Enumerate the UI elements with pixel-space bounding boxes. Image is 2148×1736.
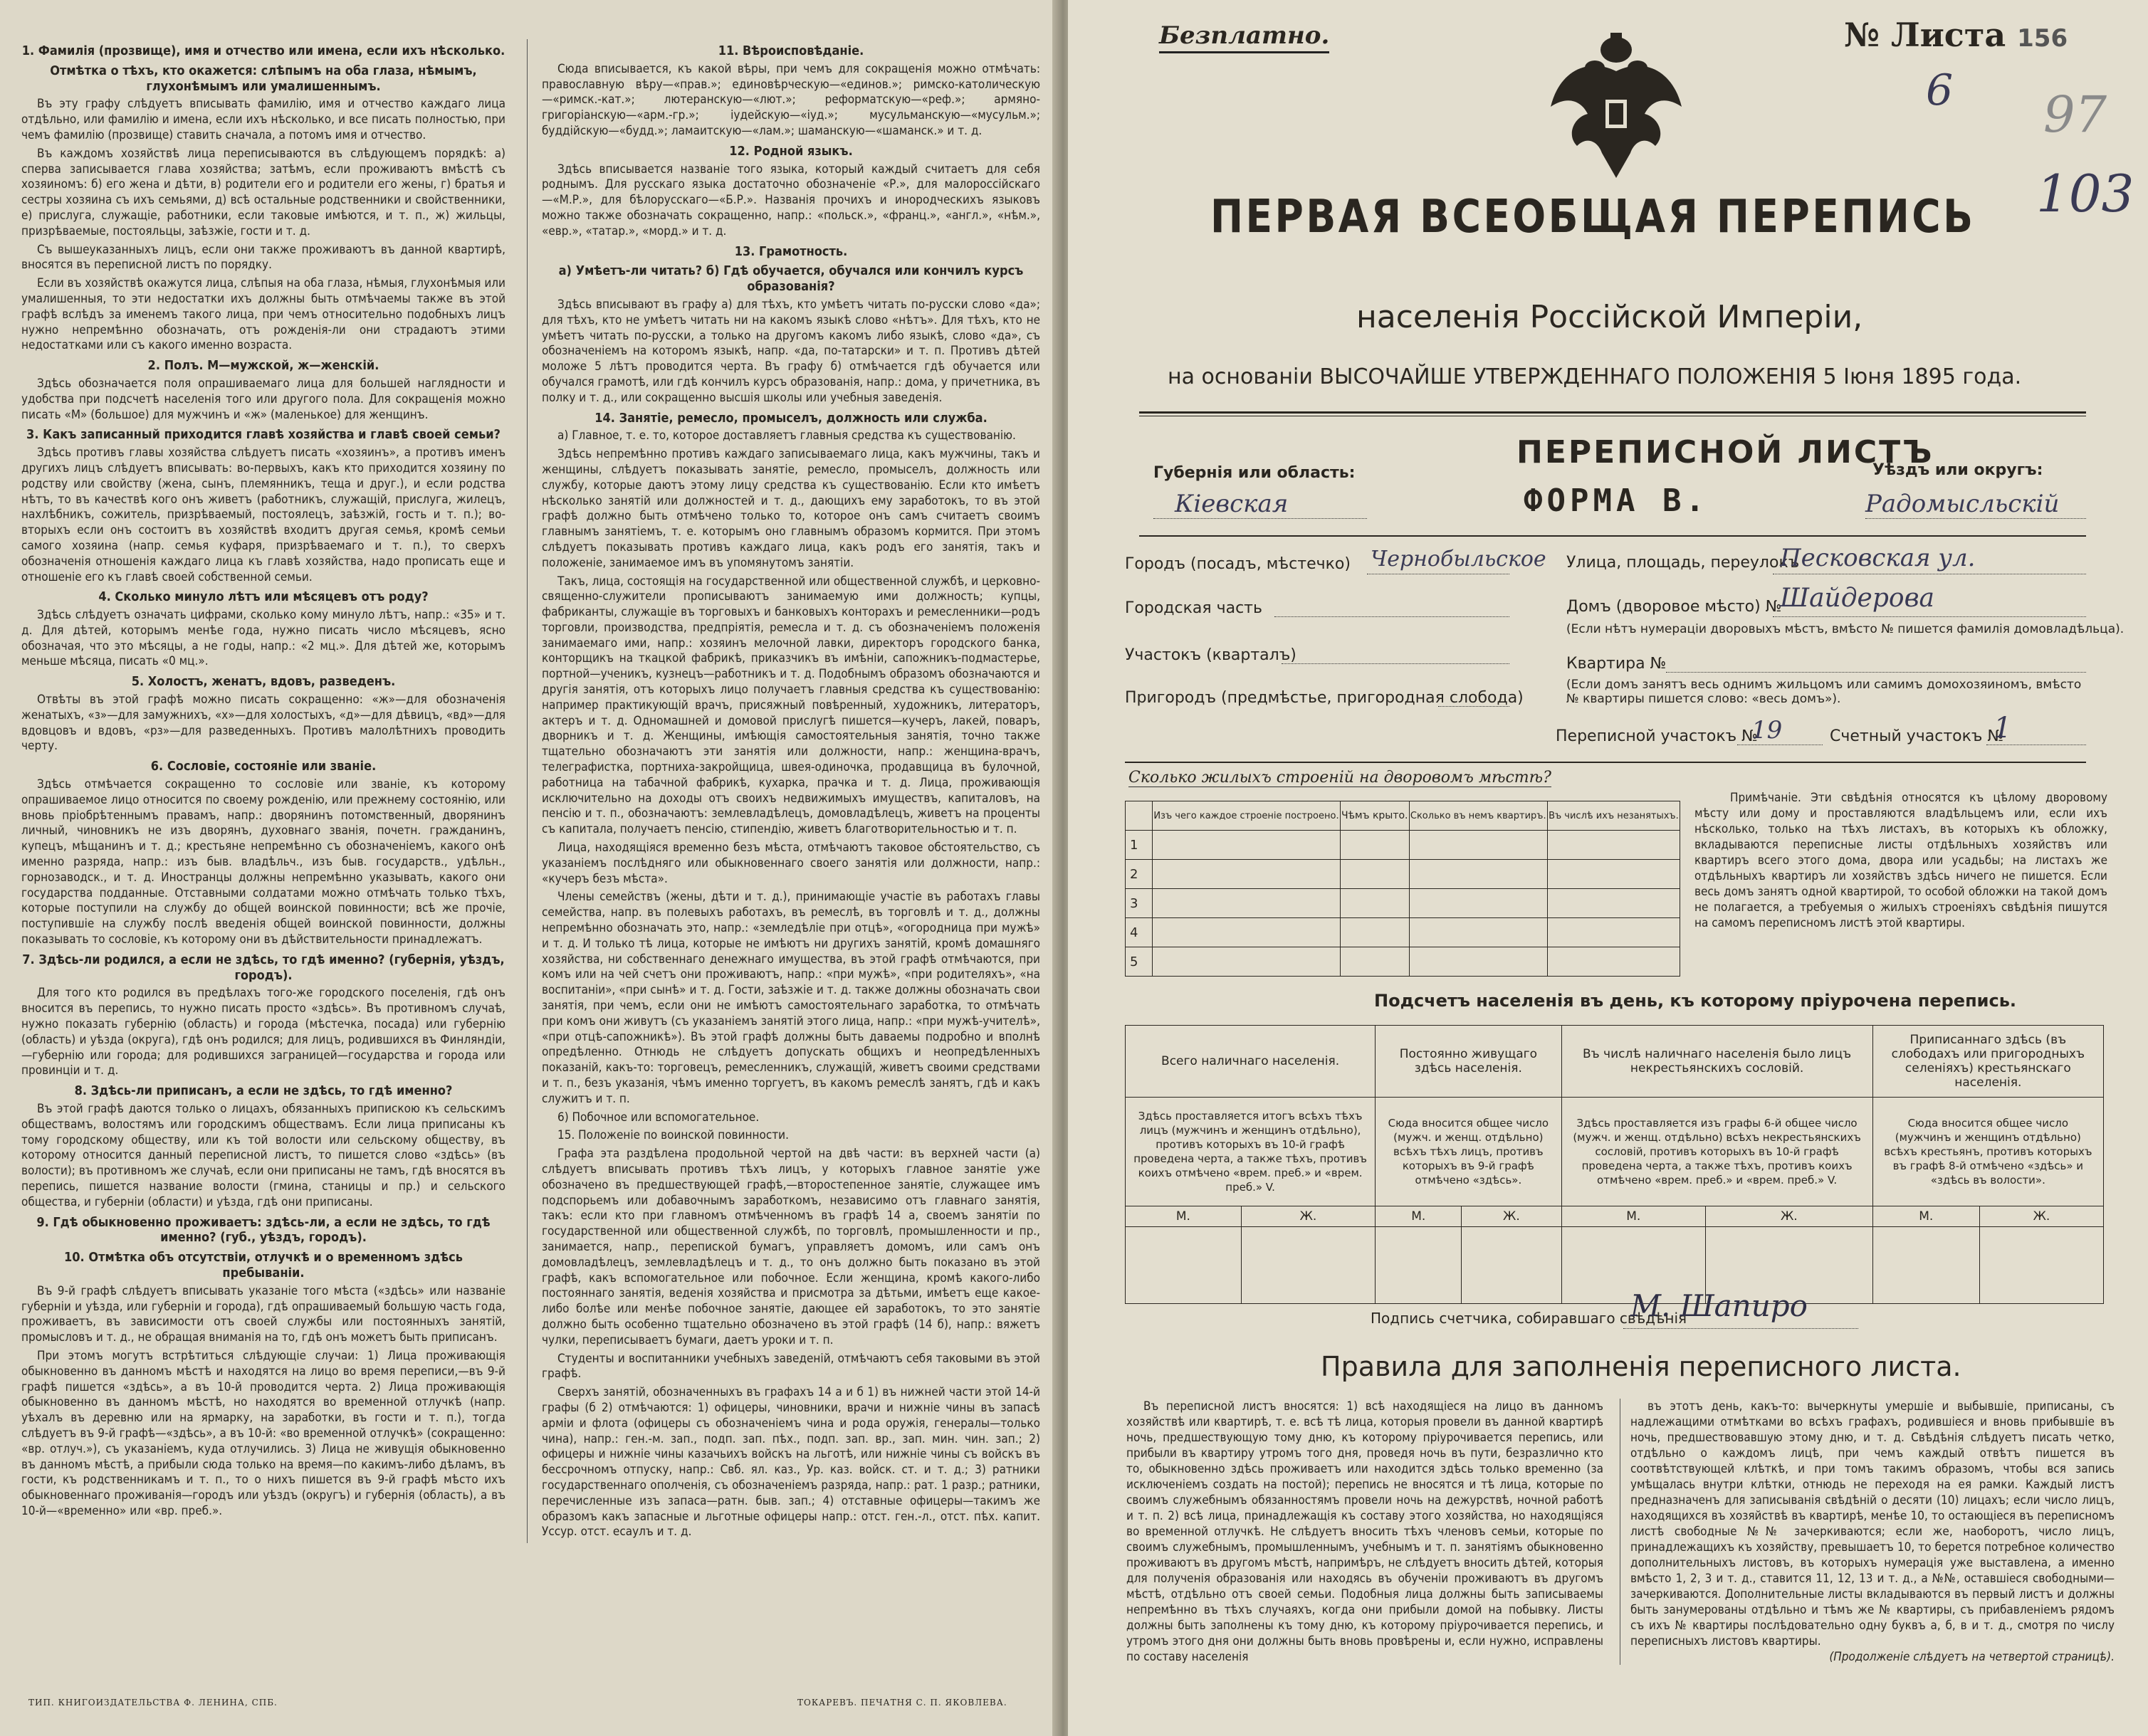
sheet-number-label: № Листа [1844, 16, 2006, 54]
section-heading: 3. Какъ записанный приходится главѣ хозяйства и главѣ своей семьи? [26, 427, 501, 443]
section-paragraph: Сверхъ занятій, обозначенныхъ въ графахъ 14 а и б 1) въ нижней части этой 14-й графы (б 2) отмѣчаются: 1) офицеры, чиновники, врачи и нижніе чины въ запасѣ арміи и флота (офицеры съ обозначеніемъ чина и рода оружія, генералы—только чина), напр.: ген.-м. зап., подп. зап. пѣх., подп. зап. вр., зап. мин. чин. зап.; 2) офицеры и нижніе чины казачьихъ войскъ на льготѣ, или нижніе чины съ войскъ въ бессрочномъ отпуску, напр.: Свб. ял. каз., Ур. каз. войск. ст. и т. д.; 3) ратники государственнаго ополченія, съ обозначеніемъ разряда, напр.: рат. 1 разр.; ратники, перечисленные изъ запаса—ратн. быв. зап.; 4) отставные офицеры—такимъ же образомъ какъ запасные и льготные офицеры напр.: отст. ген.-л., отст. пѣх. капит. Уссур. отст. есаулъ и т. д. [542, 1385, 1040, 1540]
apartment-note: (Если домъ занятъ весь однимъ жильцомъ или самимъ домохозяиномъ, вмѣсто № квартиры пишется слово: «весь домъ»). [1566, 678, 2082, 706]
district-label: Участокъ (кварталъ) [1125, 646, 1296, 664]
gubernia-line [1153, 518, 1367, 519]
count-values-row [1126, 1227, 2104, 1304]
section-heading: 5. Холостъ, женатъ, вдовъ, разведенъ. [131, 674, 396, 690]
house-note: (Если нѣтъ нумераціи дворовыхъ мѣстъ, вмѣсто № пишется фамилія домовладѣльца). [1566, 622, 2125, 636]
street-value[interactable]: Песковская ул. [1780, 544, 1976, 572]
section-paragraph: Такъ, лица, состоящія на государственной или общественной службѣ, и церковно-священно-служители прописываютъ занимаемую ими должность; купцы, фабриканты, служащіе въ торговыхъ и банковыхъ конторахъ и ремесленники—родъ торговли, производства, предпріятія, ремесла и т. д. съ обозначеніемъ положенія занимаемаго ими, напр.: хозяинъ мелочной лавки, директоръ городского банка, конторщикъ на ткацкой фабрикѣ, приказчикъ въ имѣніи, сапожникъ-подмастерье, портной—ученикъ, кузнецъ—работникъ и т. д. Подобнымъ образомъ обозначаются и другія занятія, отъ которыхъ лицо получаетъ главныя средства къ существованію: например практикующій врачъ, присяжный повѣренный, художникъ, литераторъ, актеръ и т. д. Одномашней и домовой прислугѣ пишется—кучеръ, лакей, поваръ, дворникъ и т. д. Женщины, имѣющія самостоятельныя занятія, точно также тщательно обозначаютъ эти занятія или должности, напр.: женщина-врачъ, телеграфистка, портниха-закройщица, швея-одиночка, продавщица въ булочной, работница на табачной фабрикѣ, кухарка, прачка и т. д. Лица, проживающія исключительно на доходы отъ своихъ недвижимыхъ имуществъ, капиталовъ, на пенсію и т. п., обозначаютъ: землевладѣлецъ, домовладѣлецъ, живетъ на проценты съ капитала, получаетъ пенсію, стипендію, живетъ благотворительностью и т. п. [542, 574, 1040, 837]
population-count-table [1125, 1025, 2104, 1304]
section-heading: Отмѣтка о тѣхъ, кто окажется: слѣпымъ на оба глаза, нѣмымъ, глухонѣмымъ или умалишеннымъ. [50, 63, 477, 94]
buildings-question: Сколько жилыхъ строеній на дворовомъ мѣстѣ? [1128, 769, 1551, 787]
section-paragraph: 15. Положеніе по воинской повинности. [557, 1128, 789, 1143]
rules-title: Правила для заполненія переписного листа. [1321, 1351, 1961, 1382]
census-district-value[interactable]: 19 [1751, 716, 1783, 745]
form-title: ФОРМА В. [1524, 483, 1709, 519]
section-heading: 8. Здѣсь-ли приписанъ, а если не здѣсь, то гдѣ именно? [74, 1083, 453, 1099]
section-paragraph: Здѣсь слѣдуетъ означать цифрами, сколько кому минуло лѣтъ, напр.: «35» и т. д. Для дѣтей, которымъ менѣе года, нужно писать число мѣсяцевъ, ясно обозначая, что это мѣсяцы, а не годы, напр.: «2 мц.». Для дѣтей же, которымъ меньше мѣсяца, писать «0 мц.». [21, 608, 505, 669]
section-paragraph: Сюда вписывается, къ какой вѣры, при чемъ для сокращенія можно отмѣчать: православную вѣру—«прав.»; единовѣрческую—«единов.»; римско-католическую—«римск.-кат.»; лютеранскую—«лют.»; реформатскую—«реф.»; армяно-григоріанскую—«арм.-гр.»; іудейскую—«іуд.»; мусульманскую—«мусульм.»; буддійскую—«будд.»; ламаитскую—«лам.»; шаманскую—«шаманск.» и т. д. [542, 61, 1040, 138]
suburb-label: Пригородъ (предмѣстье, пригородная слобода) [1125, 689, 1524, 707]
gubernia-label: Губернія или область: [1153, 464, 1356, 482]
buildings-row: 4 [1126, 918, 1680, 947]
buildings-col-vacant: Въ числѣ ихъ незанятыхъ. [1547, 801, 1680, 831]
left-page [0, 0, 1057, 1736]
section-paragraph: а) Главное, т. е. то, которое доставляетъ главныя средства къ существованію. [557, 428, 1016, 443]
buildings-row: 5 [1126, 947, 1680, 977]
city-value[interactable]: Чернобыльское [1371, 547, 1546, 572]
section-paragraph: Если въ хозяйствѣ окажутся лица, слѣпыя на оба глаза, нѣмыя, глухонѣмыя или умалишенныя, то эти недостатки ихъ должны быть отмѣчаемы также въ этой графѣ вслѣдъ за именемъ такого лица, при чемъ относительно подобныхъ лицъ нужно непремѣнно обозначать, отъ рожденія-ли они страдаютъ этими недостатками или съ какого именно возраста. [21, 276, 505, 353]
buildings-row: 1 [1126, 831, 1680, 860]
left-column-2 [527, 39, 1040, 1543]
buildings-col-apartments: Сколько въ немъ квартиръ. [1409, 801, 1547, 831]
buildings-rule [1125, 762, 2086, 763]
gubernia-value[interactable]: Кіевская [1175, 490, 1289, 518]
section-paragraph: Въ 9-й графѣ слѣдуетъ вписывать указаніе того мѣста («здѣсь» или названіе губерніи и уѣзда, или губерніи и города), гдѣ опрашиваемый большую часть года, проживаетъ, въ зависимости отъ своей службы или постоянныхъ занятій, промысловъ и т. д., не обращая вниманія на то, гдѣ онъ можетъ быть приписанъ. [21, 1283, 505, 1345]
section-paragraph: Съ вышеуказанныхъ лицъ, если они также проживаютъ въ данной квартирѣ, вносятся въ переписной листъ по порядку. [21, 242, 505, 273]
section-heading: 6. Сословіе, состояніе или званіе. [150, 759, 377, 774]
rules-text-1: Въ переписной листъ вносятся: 1) всѣ находящіеся на лицо въ данномъ хозяйствѣ или квартирѣ, т. е. всѣ тѣ лица, которыя провели въ данной квартирѣ ночь, предшествующую тому дню, къ которому пріурочивается перепись, или прибыли въ квартиру утромъ того дня, проведя ночь въ пути, безразлично кто то, обыкновенно здѣсь проживаетъ или находится здѣсь только временно (за исключеніемъ создать на постой); перепись не вносятся и тѣ лица, которые по своимъ служебнымъ обязанностямъ провели ночь на дежурствѣ, ночной работѣ и т. п. 2) всѣ лица, принадлежащія къ составу этого хозяйства, но находящіяся во временной отлучкѣ. Не слѣдуетъ вносить тѣхъ членовъ семьи, которые по своимъ служебнымъ, промышленнымъ, учебнымъ и т. п. занятіямъ обыкновенно проживаютъ въ другомъ мѣстѣ, напримѣръ, не слѣдуетъ вносить дѣтей, которыя для полученія образованія или находясь въ обученіи проживаютъ въ другомъ мѣстѣ, отдѣльно отъ своей семьи. Подобныя лица должны быть записываемы непремѣнно въ тѣхъ случаяхъ, когда они прибыли домой на побывку. Листы должны быть заполнены къ тому дню, къ которому пріурочивается перепись, и утромъ этого дня они должны быть вновь провѣрены и, если нужно, исправлены по составу населенія [1126, 1399, 1603, 1664]
suburb-line [1438, 706, 1509, 707]
section-paragraph: Здѣсь отмѣчается сокращенно то сословіе или званіе, къ которому опрашиваемое лицо относится по своему рожденію, или прежнему состоянію, или вновь пріобрѣтеннымъ правамъ, напр.: дворянинъ потомственный, дворянинъ личный, чиновникъ не изъ дворянъ, духовнаго званія, почетн. гражданинъ, купецъ, мѣщанинъ и т. д.; крестьяне непремѣнно съ обозначеніемъ, какого онѣ именно разряда, напр.: изъ быв. владѣльч., изъ быв. государств., удѣльн., горнозаводск., и т. д. Иностранцы должны непремѣнно указывать, какого они государства подданные. Отставными солдатами можно отмѣчать только тѣхъ, которые поступили на службу до общей воинской повинности; всѣ же прочіе, поступившіе на службу послѣ введенія общей воинской повинности, должны показывать то сословіе, къ которому они въ дѣйствительности принадлежатъ. [21, 777, 505, 947]
section-paragraph: При этомъ могутъ встрѣтиться слѣдующіе случаи: 1) Лица проживающія обыкновенно въ данномъ мѣстѣ и находятся на лицо во время переписи,—въ 9-й графѣ пишется «здѣсь», а въ 10-й проводится черта. 2) Лица проживающія обыкновенно въ данномъ мѣстѣ, но находятся во временной отлучкѣ (напр. уѣхалъ въ деревню или на ярмарку, на заработки, въ гости и т. п.), тогда слѣдуетъ въ 9-й графѣ—«здѣсь», а въ 10-й: «во временной отлучкѣ» (сокращенно: «вр. отлуч.»), съ указаніемъ, куда отлучились. 3) Лица не живущія обыкновенно въ данномъ мѣстѣ, а прибыли сюда только на время—по какимъ-либо дѣламъ, въ гости, къ родственникамъ и т. п., то о нихъ пишется въ 9-й графѣ мѣсто ихъ обыкновеннаго проживанія—городъ или уѣздъ (округъ) и губернія (область), а въ 10-й—«временно» или «вр. преб.». [21, 1348, 505, 1518]
uezd-value[interactable]: Радомысльскій [1865, 490, 2060, 518]
apartment-label: Квартира № [1566, 655, 1667, 673]
census-decree: на основаніи ВЫСОЧАЙШЕ УТВЕРЖДЕННАГО ПОЛОЖЕНІЯ 5 Іюня 1895 года. [1168, 364, 2022, 389]
house-value[interactable]: Шайдерова [1780, 584, 1934, 613]
section-heading: 2. Полъ. М—мужской, ж—женскій. [147, 358, 379, 374]
sheet-number [1844, 16, 2068, 54]
count-col-non-peasant: Въ числѣ наличнаго населенія было лицъ некрестьянскихъ сословій. [1561, 1026, 1872, 1098]
sheet-number-value: 156 [2017, 24, 2068, 53]
rules-column-2 [1620, 1399, 2115, 1665]
buildings-table [1125, 801, 1680, 977]
section-paragraph: Графа эта раздѣлена продольной чертой на двѣ части: въ верхней части (а) слѣдуетъ вписывать противъ тѣхъ лицъ, у которыхъ главное занятіе уже обозначено въ предшествующей графѣ,—второстепенное занятіе, служащее имъ подспорьемъ или добавочнымъ заработкомъ, независимо отъ главнаго занятія, такъ: если кто при главномъ отмѣченномъ въ графѣ 14 а, своемъ занятіи по государственной или общественной службѣ, по торговлѣ, промышленности и пр., занимается, напр., перепиской бумагъ, управляетъ домомъ, или самъ онъ домовладѣлецъ, землевладѣлецъ и т. д., то онъ должно быть показано въ этой графѣ, какъ вспомогательное или побочное. Если женщина, кромѣ какого-либо постояннаго занятія, веденія хозяйства и присмотра за дѣтьми, имѣетъ еще какое-либо болѣе или менѣе побочное занятіе, дающее ей заработокъ, то это занятіе должно быть особенно тщательно обозначено въ этой графѣ (14 б), напр.: вяжетъ чулки, переписываетъ бумаги, даетъ уроки и т. п. [542, 1147, 1040, 1347]
section-paragraph: Въ каждомъ хозяйствѣ лица переписываются въ слѣдующемъ порядкѣ: а) сперва записывается глава хозяйства; затѣмъ, если проживаютъ вмѣстѣ съ хозяиномъ: б) его жена и дѣти, в) родители его и родители его жены, г) братья и сестры хозяина съ ихъ семьями, д) всѣ остальные родственники и свойственники, е) прислуга, служащіе, работники, если таковые имѣются, и т. п., ж) жильцы, призрѣваемые, постояльцы, заѣзжіе, гости и т. д. [21, 146, 505, 238]
section-heading: 7. Здѣсь-ли родился, а если не здѣсь, то гдѣ именно? (губернія, уѣздъ, городъ). [22, 952, 505, 983]
buildings-note: Примѣчаніе. Эти свѣдѣнія относятся къ цѣлому дворовому мѣсту или дому и проставляются владѣльцемъ или, если ихъ нѣсколько, только на тѣхъ листахъ, въ которыхъ къ обложку, вкладываются переписные листы отдѣльныхъ хозяйствъ или квартиръ всего этого дома, двора или усадьбы; на листахъ же отдѣльныхъ квартиръ ли хозяйствъ здѣсь ничего не пишется. Если весь домъ занятъ одной квартирой, то особой обложки на такой домъ не полагается, а требуемыя о жилыхъ строеніяхъ свѣдѣнія пишутся на самомъ переписномъ листѣ этой квартиры. [1694, 791, 2107, 930]
section-paragraph: Здѣсь противъ главы хозяйства слѣдуетъ писать «хозяинъ», а противъ именъ другихъ лицъ слѣдуетъ вписывать: во-первыхъ, какъ кто приходится хозяину по родству или свойству (жена, сынъ, племянникъ, теща и друг.), и если родства нѣтъ, то въ качествѣ кого онъ живетъ (работникъ, служащій, прислуга, жилецъ, нахлѣбникъ, сожитель, призрѣваемый, постоялецъ, заѣзжій, гость и т. п.); во-вторыхъ если онъ состоитъ въ хозяйствѣ входитъ другая семья, кромѣ семьи самого хозяина (напр. семья куфаря, призрѣваемаго и т. п.), то сверхъ обозначенія отношенія каждаго лица къ главѣ хозяйства, надо прописать еще и отношеніе его къ главѣ своей собственной семьи. [21, 446, 505, 584]
district-line [1282, 663, 1509, 664]
count-col-peasant: Приписаннаго здѣсь (въ слободахъ или пригородныхъ селеніяхъ) крестьянскаго населенія. [1872, 1026, 2103, 1098]
count-sex-row: М. Ж. М. Ж. М. Ж. М. Ж. [1126, 1206, 2104, 1227]
section-heading: 11. Вѣроисповѣданіе. [718, 43, 864, 58]
handwritten-mark-1: 6 [1926, 65, 1954, 115]
section-heading: 13. Грамотность. [734, 243, 848, 259]
count-header-row [1126, 1026, 2104, 1098]
buildings-row: 3 [1126, 889, 1680, 918]
rules-text-2: въ этотъ день, какъ-то: вычеркнуты умершіе и выбывшіе, приписаны, съ надлежащими отмѣтками во всѣхъ графахъ, родившіеся и вновь прибывшіе въ ночь, предшествовавшую этому дню, и т. д. Свѣдѣнія слѣдуетъ писать четко, отдѣльно о каждомъ лицѣ, при чемъ каждый отвѣтъ пишется въ соотвѣтствующей клѣткѣ, и при томъ такимъ образомъ, чтобы вся запись умѣщалась внутри клѣтки, отнюдь не переходя на ея рамки. Каждый листъ предназначенъ для записыванія свѣдѣній о десяти (10) лицахъ; если число лицъ, находящихся въ хозяйствѣ въ квартирѣ, менѣе 10, то остающіеся въ переписномъ листѣ свободные №№ зачеркиваются; если же, наоборотъ, число лицъ, принадлежащихъ къ хозяйству, превышаетъ 10, то берется потребное количество дополнительныхъ листовъ, въ которыхъ нумерація уже выставлена, а именно вмѣсто 1, 2, 3 и т. д., ставится 11, 12, 13 и т. д., а №№, оставшіеся свободными—зачеркиваются. Дополнительные листы вкладываются въ первый листъ и должны быть занумерованы отдѣльно и тѣмъ же № квартиры, съ прибавленіемъ рядомъ съ ихъ № квартиры послѣдовательно одну буквъ а, б, в и т. д., смотря по числу переписныхъ листовъ квартиры. [1630, 1399, 2115, 1648]
address-rule [1139, 535, 2086, 537]
count-district-value[interactable]: 1 [1994, 712, 2012, 745]
buildings-col-material: Изъ чего каждое строеніе построено. [1153, 801, 1341, 831]
house-line [1773, 616, 2086, 617]
section-paragraph: Здѣсь вписывают въ графу а) для тѣхъ, кто умѣетъ читать по-русски слово «да»; для тѣхъ, кто не умѣетъ читать ни на какомъ языкѣ слово «нѣтъ». Для тѣхъ, кто не умѣетъ читать по-русски, а только на другомъ какомъ либо языкѣ, слово «да», съ обозначеніемъ на которомъ языкѣ, напр. «да, по-татарски» и т. п. Противъ дѣтей моложе 5 лѣтъ проводится черта. Въ графу б) отмѣчается гдѣ обучается или обучался грамотѣ, или гдѣ кончилъ курсъ образованія, напр.: дома, у причетника, въ полку и т. д., или сокращенно высшія школы или учебныя заведенія. [542, 297, 1040, 405]
count-title: Подсчетъ населенія въ день, къ которому пріурочена перепись. [1374, 991, 2016, 1011]
census-title: ПЕРВАЯ ВСЕОБЩАЯ ПЕРЕПИСЬ [1210, 191, 1976, 243]
section-paragraph: Лица, находящіяся временно безъ мѣста, отмѣчаютъ таковое обстоятельство, съ указаніемъ послѣдняго или обыкновеннаго своего занятія или должности, напр.: «кучеръ безъ мѣста». [542, 841, 1040, 886]
printer-footer-right: ТОКАРЕВЪ. ПЕЧАТНЯ С. П. ЯКОВЛЕВА. [797, 1698, 1007, 1708]
city-label: Городъ (посадъ, мѣстечко) [1125, 555, 1351, 573]
section-paragraph: Здѣсь вписывается названіе того языка, который каждый считаетъ для себя роднымъ. Для русскаго языка достаточно обозначеніе «Р.», для малороссійскаго—«М.Р.», для бѣлорусскаго—«Б.Р.». Названія прочихъ и инородческихъ языковъ можно также обозначать сокращенно, напр.: «польск.», «франц.», «англ.», «нѣм.», «евр.», «татар.», «морд.» и т. д. [542, 162, 1040, 238]
section-paragraph: Въ этой графѣ даются только о лицахъ, обязанныхъ припискою къ сельскимъ обществамъ, волостямъ или городскимъ обществамъ. Если лица приписаны къ тому городскому обществу, или къ той волости или сельскому обществу, въ которому относится данный переписной листъ, то пишется слово «здѣсь» (въ волости); въ противномъ же случаѣ, если они приписаны не тамъ, гдѣ вносятся въ перепись, пишется название волости (гмина, станицы и пр.) и сельского общества, и губерніи (области) и уѣзда, гдѣ они приписаны. [21, 1102, 505, 1209]
imperial-eagle-emblem [1545, 28, 1687, 185]
section-heading: 4. Сколько минуло лѣтъ или мѣсяцевъ отъ роду? [98, 589, 429, 605]
uezd-line [1865, 518, 2086, 519]
street-label: Улица, площадь, переулокъ [1566, 554, 1800, 572]
count-district-label: Счетный участокъ № [1830, 727, 2004, 745]
section-heading: а) Умѣетъ-ли читать? б) Гдѣ обучается, обучался или кончилъ курсъ образованія? [558, 263, 1024, 295]
rules-continued: (Продолженіе слѣдуетъ на четвертой страницѣ). [1829, 1650, 2115, 1664]
section-heading: 10. Отмѣтка объ отсутствіи, отлучкѣ и о временномъ здѣсь пребываніи. [64, 1250, 463, 1280]
buildings-row: 2 [1126, 860, 1680, 889]
section-paragraph: Для того кто родился въ предѣлахъ того-же городского поселенія, гдѣ онъ вносится въ перепись, то нужно писать просто «здѣсь». Въ противномъ случаѣ, нужно показать губернію (область) и города (мѣстечка, посада) или губернію (область) и уѣзда (округа), гдѣ онъ родился; для лицъ, родившихся въ Финляндіи,—губернію или города; для родившихся заграницей—государства и города или провинціи и т. д. [21, 986, 505, 1078]
section-heading: 14. Занятіе, ремесло, промыселъ, должность или служба. [594, 410, 987, 426]
section-paragraph: Отвѣты въ этой графѣ можно писать сокращенно: «ж»—для обозначенія женатыхъ, «з»—для замужнихъ, «х»—для холостыхъ, «д»—для дѣвицъ, «вд»—для вдовцовъ и вдовъ, «рз»—для разведенныхъ. Противъ малолѣтнихъ проводить черту. [21, 693, 505, 754]
section-paragraph: Члены семействъ (жены, дѣти и т. д.), принимающіе участіе въ работахъ главы семейства, напр. въ полевыхъ работахъ, въ ремеслѣ, въ торговлѣ и т. д., должны непремѣнно обозначать это, напр.: «земледѣліе при отцѣ», «огородница при мужѣ» и т. д. И только тѣ лица, которые не имѣютъ ни другихъ занятій, кромѣ домашняго хозяйства, ни собственнаго денежнаго имущества, въ этой графѣ отмѣчаются, при комъ или на чей счетъ они проживаютъ, напр.: «при мужѣ», «при родителяхъ», «на воспитаніи», «при сынѣ» и т. д. Гости, заѣзжіе и т. д. также должны обозначать свои занятія, при чемъ, если они не имѣютъ самостоятельнаго заработка, то отмѣчать при комъ они живутъ (съ указаніемъ занятій этого лица, напр.: «при мужѣ-учителѣ», «при отцѣ-сапожникѣ»). Въ этой графѣ должны быть даваемы подробно и вполнѣ опредѣленно. Отнюдь не слѣдуетъ допускать общихъ и неопредѣленныхъ показаній, какъ-то: торговецъ, ремесленникъ, служащій, живетъ своими средствами и т. п., безъ указанія, чѣмъ именно торгуетъ, въ какомъ ремеслѣ занятъ, гдѣ и какъ служитъ и т. п. [542, 890, 1040, 1106]
sheet-title: ПЕРЕПИСНОЙ ЛИСТЪ [1516, 434, 1934, 470]
printer-footer-left: ТИП. КНИГОИЗДАТЕЛЬСТВА Ф. ЛЕНИНА, СПБ. [28, 1698, 278, 1708]
count-desc-row: Здѣсь проставляется итогъ всѣхъ тѣхъ лицъ (мужчинъ и женщинъ отдѣльно), противъ которыхъ въ 10-й графѣ проведена черта, а также тѣхъ, противъ коихъ отмѣчено «врем. преб.» и «врем. преб.» V. Сюда вносится общее число (мужч. и женщ. отдѣльно) всѣхъ тѣхъ лицъ, противъ которыхъ въ 9-й графѣ отмѣчено «здѣсь». Здѣсь проставляется изъ графы 6-й общее число (мужч. и женщ. отдѣльно) всѣхъ некрестьянскихъ сословій, противъ которыхъ въ 10-й графѣ проведена черта, а также тѣхъ, противъ коихъ отмѣчено «врем. преб.» и «врем. преб.» V. Сюда вносится общее число (мужчинъ и женщинъ отдѣльно) всѣхъ крестьянъ, противъ которыхъ въ графѣ 8-й отмѣчено «здѣсь» и «здѣсь въ волости». [1126, 1098, 2104, 1206]
rules-column-1 [1126, 1399, 1603, 1665]
section-paragraph: Студенты и воспитанники учебныхъ заведеній, отмѣчаютъ себя таковыми въ этой графѣ. [542, 1351, 1040, 1382]
handwritten-mark-2: 103 [2036, 164, 2134, 223]
section-heading: 9. Гдѣ обыкновенно проживаетъ: здѣсь-ли, а если не здѣсь, то гдѣ именно? (губ., уѣздъ, городъ). [36, 1214, 491, 1246]
free-label: Безплатно. [1159, 21, 1329, 53]
section-paragraph: 6) Побочное или вспомогательное. [557, 1110, 760, 1125]
section-paragraph: Здѣсь непремѣнно противъ каждаго записываемаго лица, какъ мужчины, такъ и женщины, слѣдуетъ показывать занятіе, ремесло, промыселъ, должность или службу, которые даютъ этому лицу средства къ существованію. Если кто имѣетъ нѣсколько занятій или должностей и т. д., дающихъ ему заработокъ, то въ этой графѣ должно быть отмѣчено только то, которое онъ самъ считаетъ своимъ главнымъ занятіемъ, т. е. которымъ оно главнымъ образомъ кормится. При этомъ слѣдуетъ показывать противъ каждаго лица, какъ родъ его занятія, такъ и положеніе, занимаемое имъ въ упомянутомъ занятіи. [542, 447, 1040, 570]
buildings-header-row [1126, 801, 1680, 831]
city-part-line [1274, 616, 1509, 617]
house-label: Домъ (дворовое мѣсто) № [1566, 598, 1782, 616]
left-column-1 [21, 39, 505, 1522]
section-heading: 1. Фамилія (прозвище), имя и отчество или имена, если ихъ нѣсколько. [21, 43, 505, 58]
top-rule [1139, 411, 2086, 414]
count-col-resident: Постоянно живущаго здѣсь населенія. [1376, 1026, 1561, 1098]
uezd-label: Уѣздъ или округъ: [1872, 461, 2043, 479]
section-heading: 12. Родной языкъ. [729, 143, 853, 159]
signature-value[interactable]: М. Шапиро [1630, 1288, 1808, 1323]
count-col-present: Всего наличнаго населенія. [1126, 1026, 1376, 1098]
buildings-col-roof: Чѣмъ крыто. [1340, 801, 1409, 831]
signature-line [1623, 1328, 1858, 1329]
census-subtitle: населенія Россійской Имперіи, [1356, 299, 1863, 335]
section-paragraph: Въ эту графу слѣдуетъ вписывать фамилію, имя и отчество каждаго лица отдѣльно, или фамилію и имена, если ихъ нѣсколько, и все писать полностью, при чемъ фамилію (прозвище) ставить сначала, а потомъ имя и отчество. [21, 97, 505, 142]
handwritten-mark-3: 97 [2043, 85, 2107, 144]
city-part-label: Городская часть [1125, 599, 1262, 617]
apartment-line [1666, 672, 2086, 673]
section-paragraph: Здѣсь обозначается поля опрашиваемаго лица для большей наглядности и удобства при подсчетѣ населенія того или другого пола. Для сокращенія можно писать «М» (большое) для мужчинъ и «ж» (маленькое) для женщинъ. [21, 376, 505, 422]
signature-label: Подпись счетчика, собиравшаго свѣдѣнія [1371, 1310, 1687, 1327]
census-district-label: Переписной участокъ № [1556, 727, 1759, 745]
